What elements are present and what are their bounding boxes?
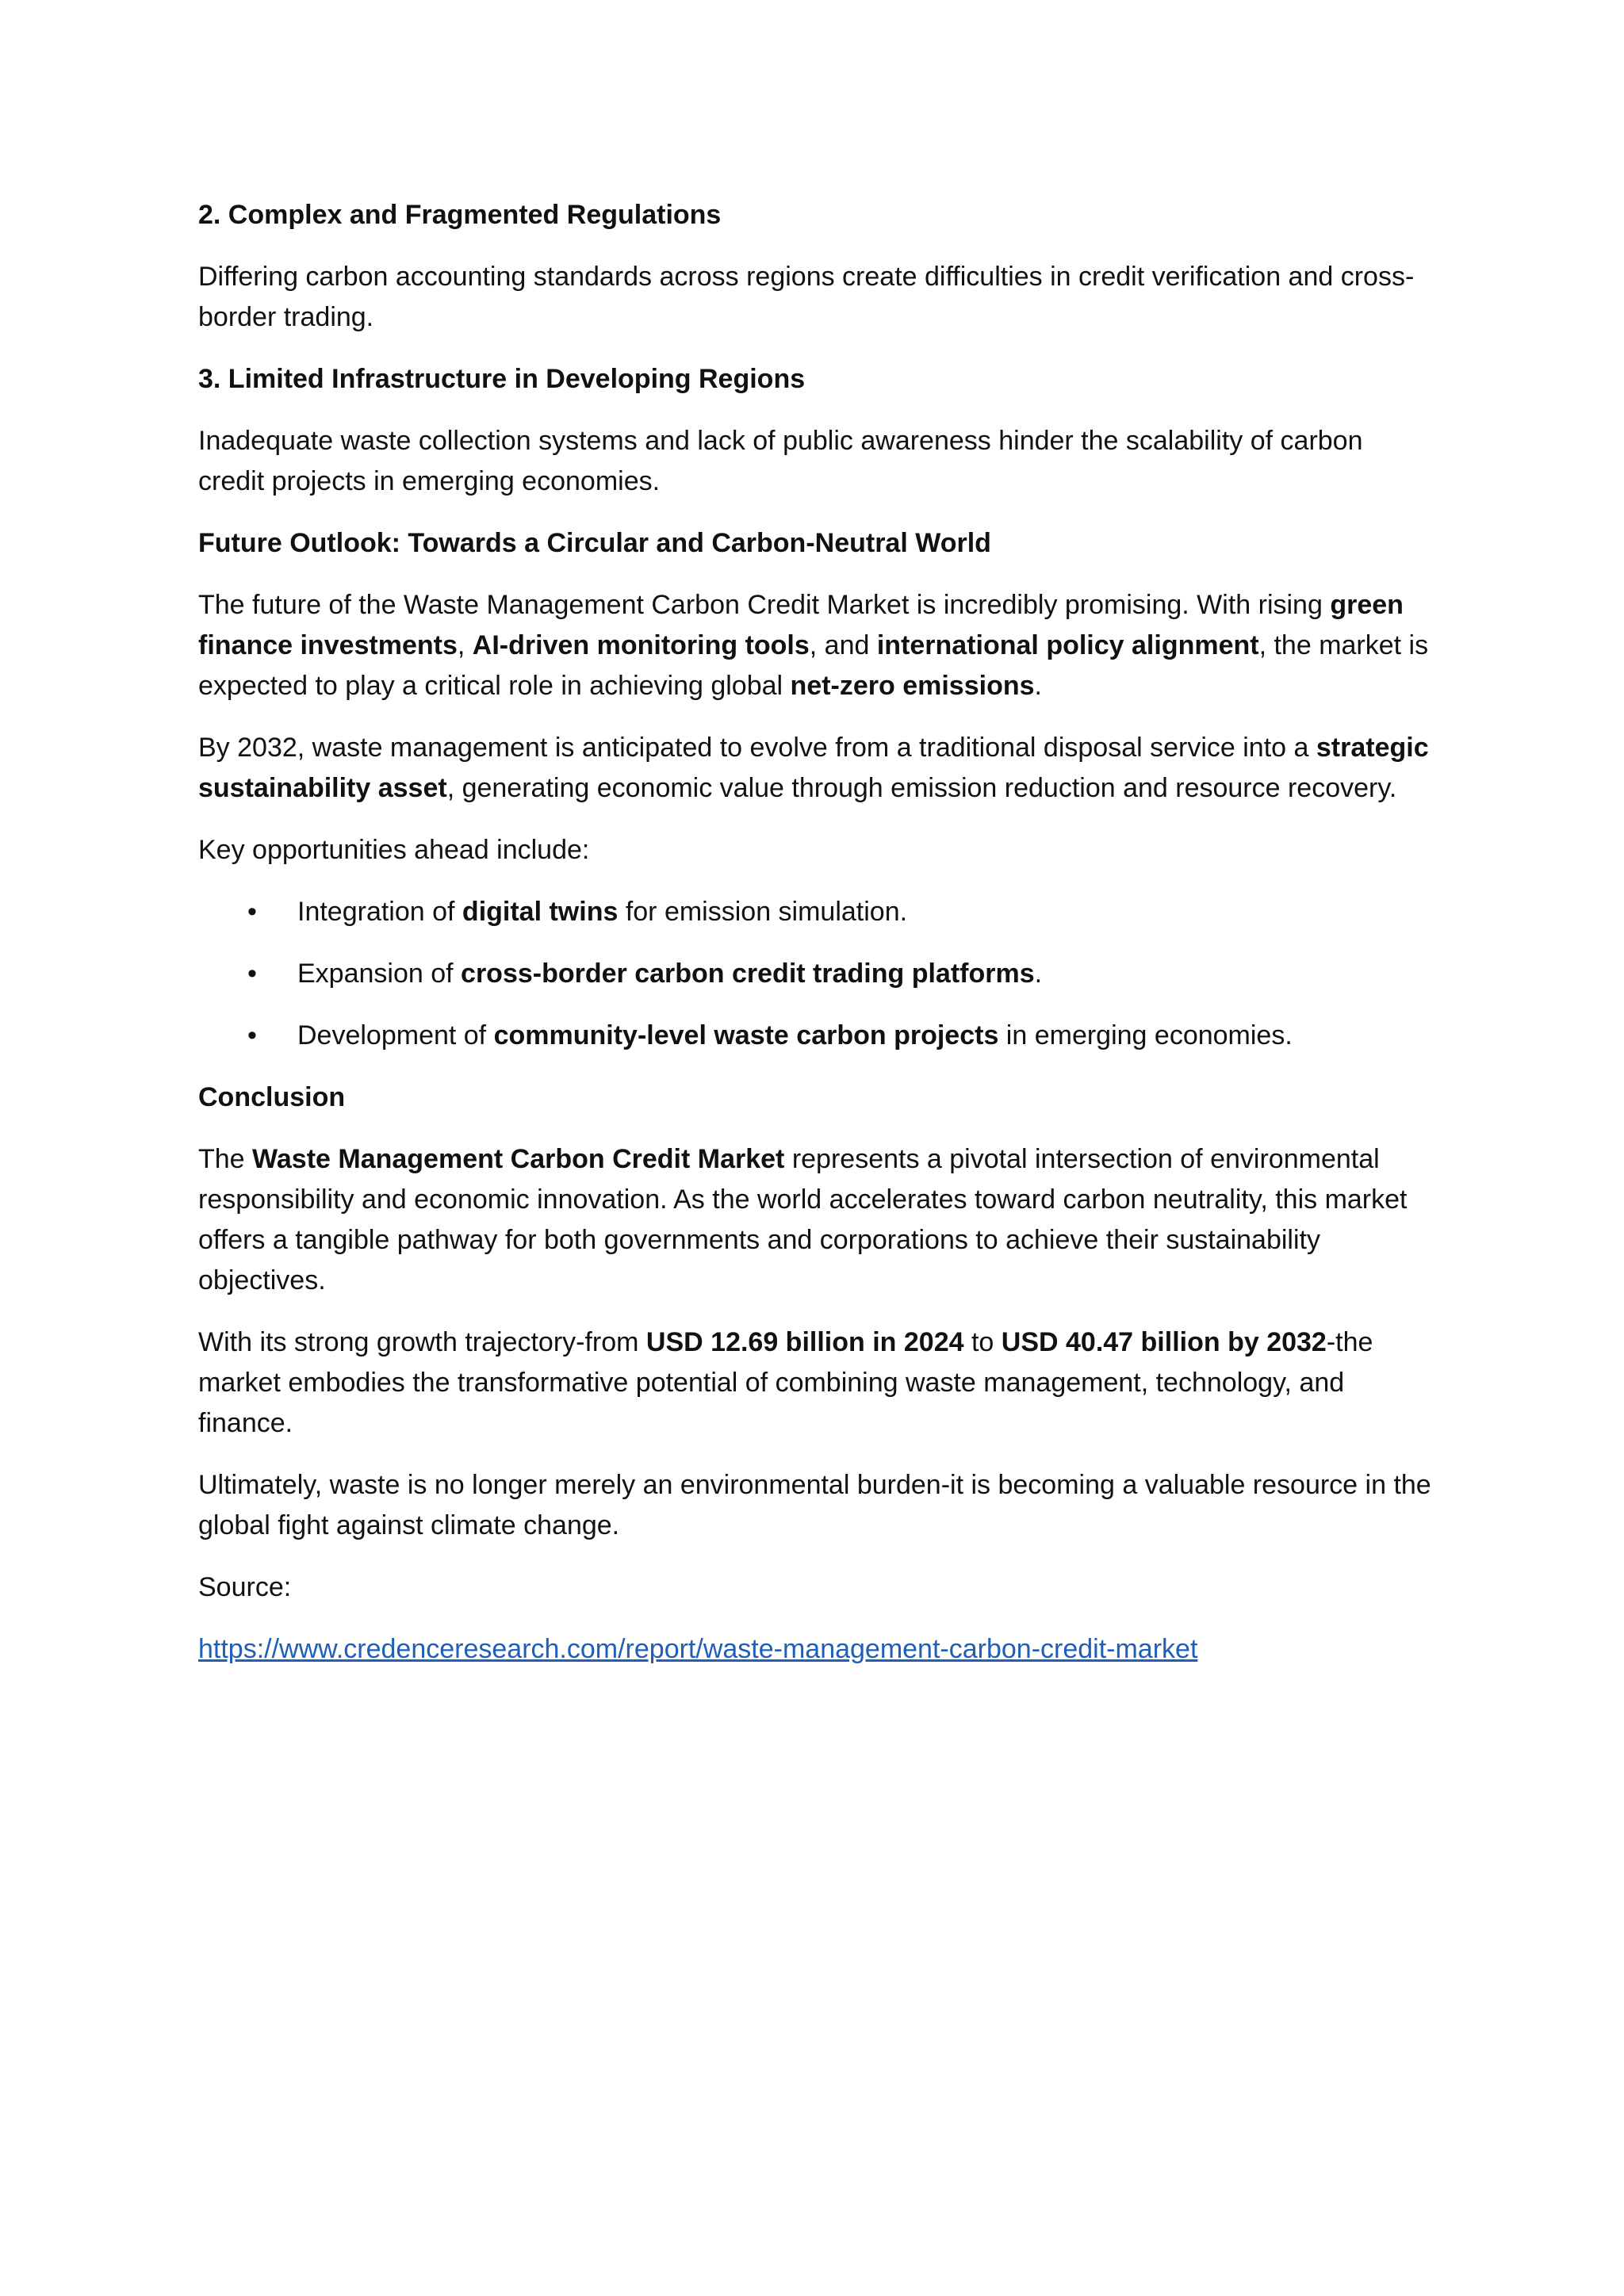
regulations-heading: 2. Complex and Fragmented Regulations: [198, 200, 722, 230]
bold-run: community-level waste carbon projects: [493, 1020, 999, 1050]
conclusion-paragraph-2: [198, 1322, 1435, 1444]
conclusion-paragraph-3: Ultimately, waste is no longer merely an environmental burden-it is becoming a valuable resource in the global fight against climate change.: [198, 1470, 1431, 1540]
bold-run: USD 12.69 billion in 2024: [645, 1327, 964, 1357]
source-label: Source:: [198, 1572, 292, 1602]
text-run: Development of: [297, 1020, 494, 1050]
text-run: for emission simulation.: [618, 897, 908, 927]
source-link-paragraph: [198, 1629, 1435, 1670]
infrastructure-paragraph: Inadequate waste collection systems and lack of public awareness hinder the scalability of carbon credit projects in emerging economies.: [198, 426, 1363, 496]
bullet-icon: •: [247, 897, 257, 927]
infrastructure-heading: 3. Limited Infrastructure in Developing Regions: [198, 364, 806, 394]
text-run: represents a pivotal intersection of environmental responsibility and economic innovation. As the world accelerates toward carbon neutrality, this market offers a tangible pathway for both governments and corporations to achieve their sustainability objectives.: [198, 1144, 1408, 1295]
bold-run: international policy alignment: [876, 630, 1259, 660]
conclusion-heading: Conclusion: [198, 1082, 346, 1112]
text-run: in emerging economies.: [998, 1020, 1293, 1050]
bold-run: green finance investments: [198, 590, 1404, 660]
outlook-heading: Future Outlook: Towards a Circular and Carbon-Neutral World: [198, 528, 991, 558]
text-run: , the market is expected to play a critical role in achieving global: [198, 630, 1429, 701]
text-run: to: [963, 1327, 1002, 1357]
document-body: [198, 195, 1435, 1691]
opportunities-list: [198, 892, 1435, 1056]
bold-run: USD 40.47 billion by 2032: [1001, 1327, 1327, 1357]
text-run: The future of the Waste Management Carbon Credit Market is incredibly promising. With rising: [198, 590, 1331, 620]
outlook-paragraph-2: [198, 728, 1435, 809]
list-item: [198, 954, 1435, 994]
list-item: [198, 892, 1435, 932]
text-run: ,: [457, 630, 473, 660]
outlook-paragraph-3: Key opportunities ahead include:: [198, 835, 590, 865]
bold-run: cross-border carbon credit trading platforms: [461, 959, 1035, 989]
regulations-paragraph: Differing carbon accounting standards across regions create difficulties in credit verification and cross-border trading.: [198, 262, 1415, 332]
outlook-paragraph-1: [198, 585, 1435, 706]
bold-run: Waste Management Carbon Credit Market: [252, 1144, 785, 1174]
bullet-icon: •: [247, 1020, 257, 1050]
list-item: [198, 1016, 1435, 1056]
source-link[interactable]: https://www.credenceresearch.com/report/waste-management-carbon-credit-market: [198, 1634, 1198, 1664]
text-run: Integration of: [297, 897, 462, 927]
text-run: .: [1034, 671, 1042, 701]
text-run: By 2032, waste management is anticipated to evolve from a traditional disposal service into a: [198, 733, 1316, 763]
conclusion-paragraph-1: [198, 1139, 1435, 1301]
text-run: , and: [809, 630, 877, 660]
text-run: .: [1034, 959, 1043, 989]
bold-run: AI-driven monitoring tools: [472, 630, 810, 660]
bold-run: net-zero emissions: [790, 671, 1035, 701]
text-run: -the market embodies the transformative potential of combining waste management, technology, and finance.: [198, 1327, 1373, 1438]
bullet-icon: •: [247, 959, 257, 989]
text-run: Expansion of: [297, 959, 462, 989]
bold-run: strategic sustainability asset: [198, 733, 1429, 803]
bold-run: digital twins: [462, 897, 619, 927]
text-run: With its strong growth trajectory-from: [198, 1327, 646, 1357]
text-run: The: [198, 1144, 253, 1174]
text-run: , generating economic value through emission reduction and resource recovery.: [446, 773, 1397, 803]
